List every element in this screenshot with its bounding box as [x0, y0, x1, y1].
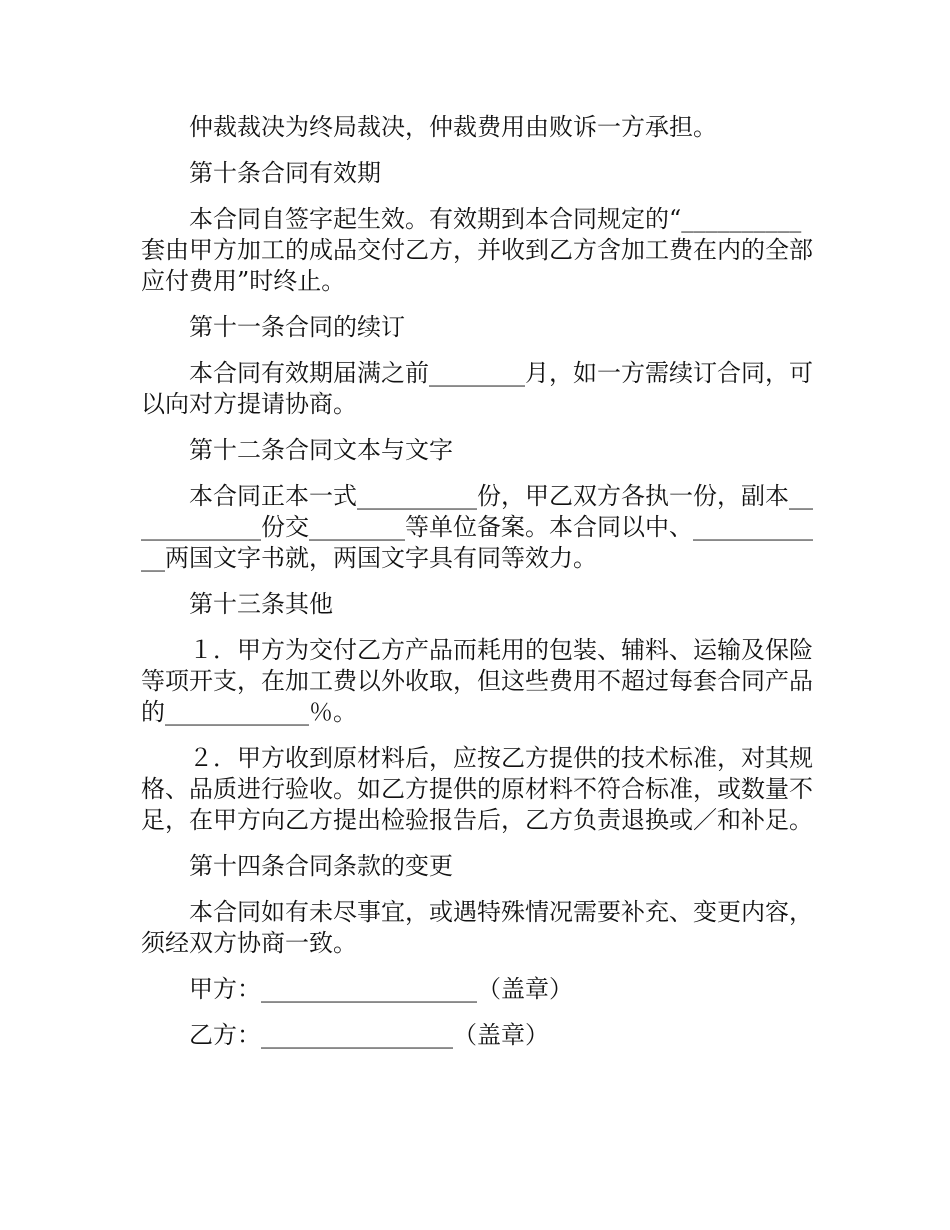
paragraph-other-item-1: １．甲方为交付乙方产品而耗用的包装、辅料、运输及保险等项开支，在加工费以外收取，但这些费用不超过每套合同产品的____________％。: [141, 636, 813, 726]
paragraph-renewal: 本合同有效期届满之前________月，如一方需续订合同，可以向对方提请协商。: [141, 359, 813, 418]
paragraph-validity-period: 本合同自签字起生效。有效期到本合同规定的“__________套由甲方加工的成品交付乙方，并收到乙方含加工费在内的全部应付费用”时终止。: [141, 205, 813, 295]
signature-party-a: 甲方：__________________（盖章）: [189, 975, 573, 1003]
paragraph-text-copies: 本合同正本一式__________份，甲乙双方各执一份，副本____________份交________等单位备案。本合同以中、____________两国文字书就，两国文字具有同等效力。: [141, 482, 813, 572]
paragraph-arbitration-final: 仲裁裁决为终局裁决，仲裁费用由败诉一方承担。: [189, 113, 717, 141]
heading-article-13: 第十三条其他: [189, 590, 333, 618]
document-body: [141, 112, 813, 1066]
heading-article-11: 第十一条合同的续订: [189, 313, 405, 341]
paragraph-other-item-2: ２．甲方收到原材料后，应按乙方提供的技术标准，对其规格、品质进行验收。如乙方提供的原材料不符合标准，或数量不足，在甲方向乙方提出检验报告后，乙方负责退换或／和补足。: [141, 744, 813, 834]
heading-article-12: 第十二条合同文本与文字: [189, 436, 453, 464]
heading-article-14: 第十四条合同条款的变更: [189, 852, 453, 880]
paragraph-amendment: 本合同如有未尽事宜，或遇特殊情况需要补充、变更内容，须经双方协商一致。: [141, 898, 813, 957]
signature-party-b: 乙方：________________（盖章）: [189, 1021, 549, 1049]
heading-article-10: 第十条合同有效期: [189, 159, 381, 187]
